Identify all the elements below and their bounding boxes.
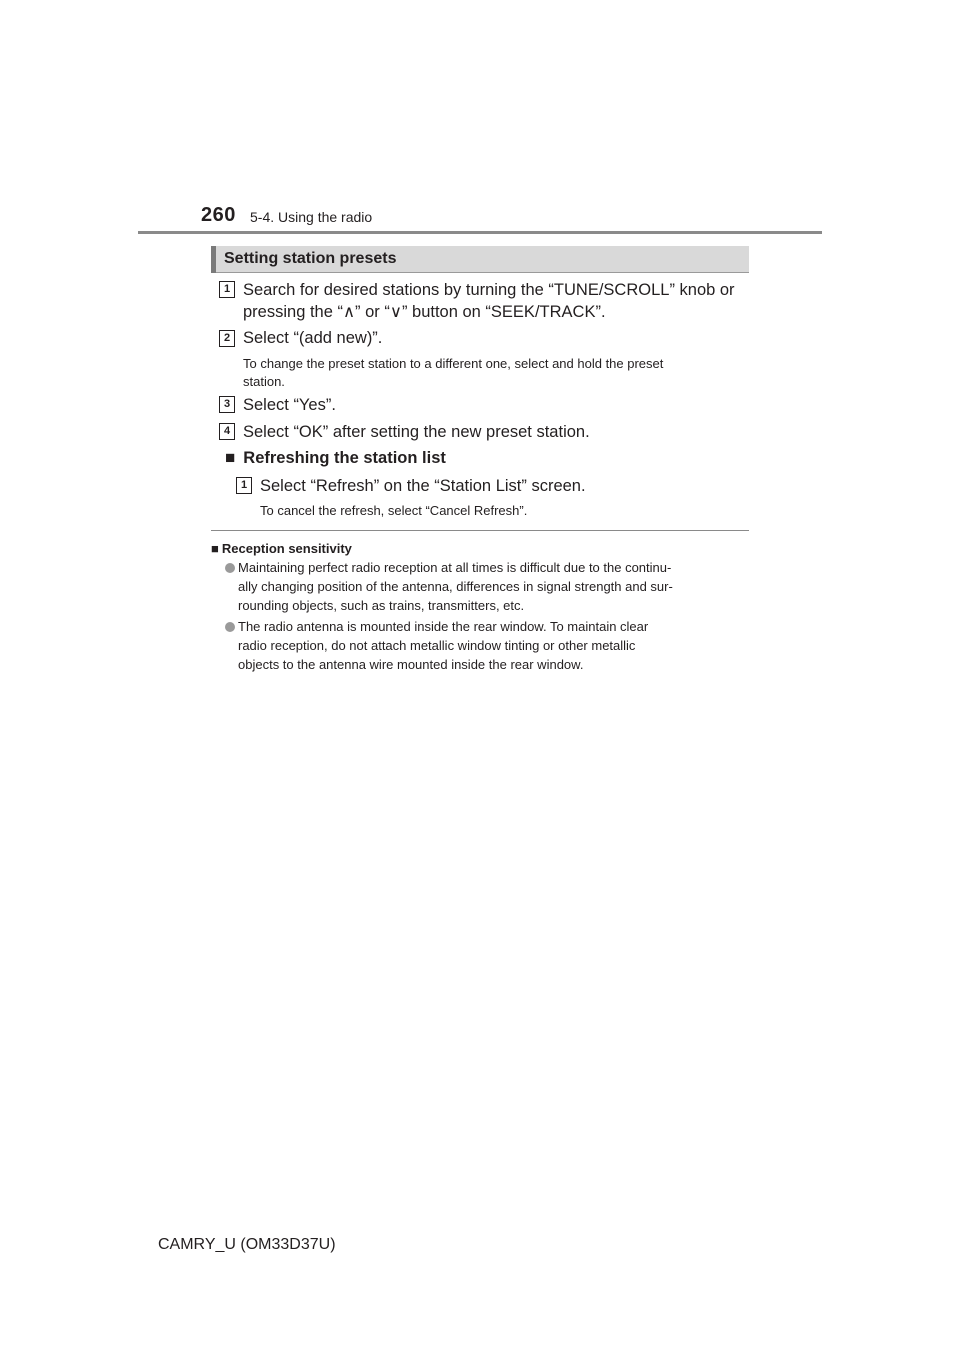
section-title: 5-4. Using the radio [250, 209, 373, 225]
info-bullet-2 [211, 618, 749, 674]
step-2-note-line-1: To change the preset station to a different one, select and hold the preset [243, 356, 664, 371]
step-3-text: Select “Yes”. [243, 396, 336, 414]
info-bullet-1-line-2: ally changing position of the antenna, differences in signal strength and sur- [238, 579, 673, 594]
step-2-note-line-2: station. [243, 374, 285, 389]
refresh-heading-text: Refreshing the station list [243, 449, 446, 467]
section-heading-bar [211, 246, 749, 273]
info-heading [211, 541, 352, 556]
refresh-note: To cancel the refresh, select “Cancel Refresh”. [260, 503, 528, 518]
step-4-text: Select “OK” after setting the new preset station. [243, 423, 590, 441]
square-bullet-icon: ■ [225, 448, 236, 467]
info-bullet-1 [211, 559, 749, 615]
step-badge-1: 1 [219, 281, 235, 298]
header-rule [138, 231, 822, 234]
step-1-line-2: pressing the “∧” or “∨” button on “SEEK/TRACK”. [243, 303, 606, 321]
footer-model: CAMRY_U (OM33D37U) [158, 1236, 336, 1253]
step-badge-3: 3 [219, 396, 235, 413]
info-heading-text: Reception sensitivity [221, 541, 352, 556]
section-heading: Setting station presets [224, 250, 397, 267]
refresh-step-text: Select “Refresh” on the “Station List” screen. [260, 477, 586, 495]
step-2-text: Select “(add new)”. [243, 329, 383, 347]
info-bullet-1-line-3: rounding objects, such as trains, transmitters, etc. [238, 598, 525, 613]
step-badge-4: 4 [219, 423, 235, 440]
info-bullet-2-line-2: radio reception, do not attach metallic window tinting or other metallic [238, 638, 636, 653]
step-badge-2: 2 [219, 330, 235, 347]
section-divider [211, 530, 749, 531]
bullet-dot-icon [225, 563, 235, 573]
info-bullet-2-line-1: The radio antenna is mounted inside the rear window. To maintain clear [238, 619, 649, 634]
page-number: 260 [201, 204, 236, 226]
info-bullet-1-line-1: Maintaining perfect radio reception at all times is difficult due to the continu- [238, 560, 672, 575]
bullet-dot-icon [225, 622, 235, 632]
refresh-step-badge-1: 1 [236, 477, 252, 494]
info-bullet-2-line-3: objects to the antenna wire mounted inside the rear window. [238, 657, 584, 672]
square-bullet-icon: ■ [211, 541, 219, 556]
step-1-line-1: Search for desired stations by turning the “TUNE/SCROLL” knob or [243, 281, 735, 299]
refresh-heading [225, 448, 446, 468]
